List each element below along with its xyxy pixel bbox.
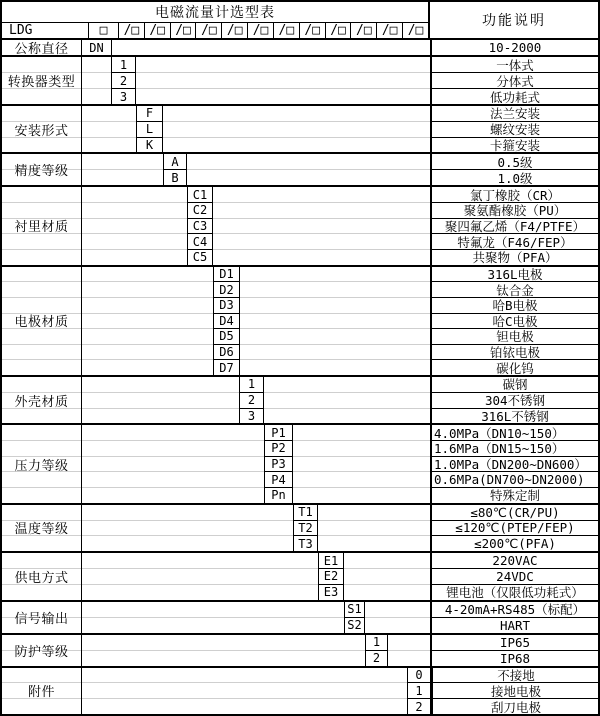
section-label: 温度等级 bbox=[14, 522, 69, 538]
spacer-left bbox=[82, 668, 407, 714]
code-column bbox=[136, 106, 163, 152]
header-left bbox=[2, 2, 428, 38]
code-cell: E1 bbox=[319, 553, 343, 569]
function-cell: HART bbox=[499, 617, 531, 633]
function-cell: 碳化钨 bbox=[496, 360, 534, 376]
code-column bbox=[407, 668, 431, 714]
function-cell: ≤80℃(CR/PU) bbox=[432, 505, 598, 521]
model-slot-4: /□ bbox=[196, 23, 222, 38]
function-cell: 4.0MPa（DN10~150） bbox=[432, 425, 598, 441]
code-column bbox=[163, 154, 187, 185]
faint-gridlines bbox=[163, 106, 430, 152]
model-slot-12: /□ bbox=[407, 23, 424, 38]
code-cell: 2 bbox=[415, 699, 423, 714]
code-column bbox=[239, 377, 264, 423]
code-cell: 3 bbox=[247, 409, 256, 423]
section-label-cell bbox=[2, 668, 82, 714]
function-cell: 聚四氟乙烯（F4/PTFE） bbox=[432, 219, 598, 235]
model-slot-1: /□ bbox=[119, 23, 145, 38]
section-label-cell bbox=[2, 57, 82, 103]
section-label: 衬里材质 bbox=[14, 220, 69, 236]
function-cell: 共聚物（PFA） bbox=[472, 250, 558, 266]
code-cell: 1 bbox=[366, 635, 387, 651]
code-cell: D3 bbox=[214, 298, 239, 314]
function-cell: 1.0MPa（DN200~DN600） bbox=[432, 457, 598, 473]
section-power-supply bbox=[2, 551, 598, 599]
spacer-left bbox=[82, 505, 293, 551]
code-cell: 2 bbox=[240, 393, 263, 409]
code-cell: 1 bbox=[112, 57, 135, 73]
page-title: 电磁流量计选型表 bbox=[2, 2, 428, 23]
section-accessories bbox=[2, 666, 598, 714]
faint-gridlines bbox=[82, 668, 407, 714]
function-cell: 铂铱电极 bbox=[432, 345, 598, 361]
code-cell: T3 bbox=[298, 536, 313, 551]
section-label: 防护等级 bbox=[14, 644, 69, 660]
faint-gridlines bbox=[82, 602, 344, 633]
table-body bbox=[2, 40, 598, 714]
model-slots bbox=[119, 23, 428, 38]
faint-gridlines bbox=[82, 154, 163, 185]
spacer-right bbox=[136, 57, 430, 103]
code-cell: C3 bbox=[188, 219, 212, 235]
code-cell: P3 bbox=[265, 457, 292, 473]
model-slot-5: /□ bbox=[222, 23, 248, 38]
function-cell: 1.6MPa（DN15~150） bbox=[432, 441, 598, 457]
code-cell: 0 bbox=[408, 668, 430, 684]
section-label-cell bbox=[2, 187, 82, 264]
function-cell: 特氟龙（F46/FEP） bbox=[432, 234, 598, 250]
function-cell: 氯丁橡胶（CR） bbox=[432, 187, 598, 203]
function-cell: 1.0级 bbox=[497, 170, 533, 186]
code-cell: D7 bbox=[219, 360, 234, 375]
function-cell: 聚氨酯橡胶（PU） bbox=[432, 203, 598, 219]
section-label: 压力等级 bbox=[14, 458, 69, 474]
function-cell: 钽电极 bbox=[432, 329, 598, 345]
spacer-left bbox=[82, 635, 365, 666]
model-slot-8: /□ bbox=[300, 23, 326, 38]
code-cell: C5 bbox=[192, 250, 208, 265]
model-slot-9: /□ bbox=[326, 23, 352, 38]
function-cell: 316L电极 bbox=[432, 267, 598, 283]
code-cell: D6 bbox=[214, 345, 239, 361]
function-cell: 接地电极 bbox=[433, 683, 599, 699]
function-column bbox=[430, 267, 598, 375]
section-label: 附件 bbox=[27, 685, 55, 701]
code-cell: DN bbox=[89, 40, 104, 55]
code-cell: D1 bbox=[214, 267, 239, 283]
faint-gridlines bbox=[293, 425, 430, 502]
code-column bbox=[344, 602, 365, 633]
function-column bbox=[430, 602, 598, 633]
code-column bbox=[318, 553, 344, 599]
function-column bbox=[430, 106, 598, 152]
faint-gridlines bbox=[213, 187, 430, 264]
function-column bbox=[430, 154, 598, 185]
function-cell: 钛合金 bbox=[432, 282, 598, 298]
code-cell: C4 bbox=[188, 234, 212, 250]
model-slot-3: /□ bbox=[171, 23, 197, 38]
code-cell: 1 bbox=[240, 377, 263, 393]
faint-gridlines bbox=[240, 267, 430, 375]
function-cell: 0.5级 bbox=[432, 154, 598, 170]
code-cell: A bbox=[164, 154, 186, 170]
code-cell: P2 bbox=[265, 441, 292, 457]
model-slot-11: /□ bbox=[377, 23, 403, 38]
table-header bbox=[2, 2, 598, 40]
section-temperature-grade bbox=[2, 503, 598, 551]
function-column bbox=[430, 40, 598, 55]
faint-gridlines bbox=[187, 154, 430, 185]
code-cell: E2 bbox=[319, 569, 343, 585]
section-label-cell bbox=[2, 635, 82, 666]
code-cell: B bbox=[171, 170, 179, 185]
section-signal-output bbox=[2, 600, 598, 633]
function-cell: ≤200℃(PFA) bbox=[474, 536, 556, 552]
code-cell: K bbox=[145, 137, 154, 152]
function-cell: 哈B电极 bbox=[432, 298, 598, 314]
code-cell: F bbox=[137, 106, 162, 122]
faint-gridlines bbox=[388, 635, 430, 666]
code-cell: T2 bbox=[294, 521, 317, 537]
spacer-right bbox=[293, 425, 430, 502]
faint-gridlines bbox=[82, 187, 187, 264]
function-cell: 220VAC bbox=[432, 553, 598, 569]
code-cell: P1 bbox=[265, 425, 292, 441]
section-liner-material bbox=[2, 185, 598, 264]
section-label: 外壳材质 bbox=[14, 394, 69, 410]
spacer-right bbox=[163, 106, 430, 152]
function-cell: 10-2000 bbox=[488, 40, 542, 56]
section-label: 公称直径 bbox=[14, 42, 69, 58]
spacer-left bbox=[82, 106, 136, 152]
function-cell: 法兰安装 bbox=[432, 106, 598, 122]
function-column bbox=[430, 425, 598, 502]
faint-gridlines bbox=[112, 40, 430, 55]
function-cell: 刮刀电极 bbox=[490, 699, 541, 715]
spacer-right bbox=[264, 377, 430, 423]
spacer-left bbox=[82, 154, 163, 185]
spacer-left bbox=[82, 553, 318, 599]
faint-gridlines bbox=[344, 553, 430, 599]
model-slot-7: /□ bbox=[274, 23, 300, 38]
spacer-left bbox=[82, 57, 111, 103]
spacer-right bbox=[388, 635, 430, 666]
function-column bbox=[430, 505, 598, 551]
faint-gridlines bbox=[82, 635, 365, 666]
function-cell: 0.6MPa(DN700~DN2000) bbox=[432, 472, 598, 488]
spacer-left bbox=[82, 187, 187, 264]
code-cell: 2 bbox=[372, 651, 381, 666]
code-cell: P4 bbox=[265, 472, 292, 488]
section-label-cell bbox=[2, 553, 82, 599]
function-column bbox=[430, 377, 598, 423]
faint-gridlines bbox=[82, 505, 293, 551]
function-cell: 特殊定制 bbox=[489, 488, 540, 504]
spacer-right bbox=[240, 267, 430, 375]
spacer-right bbox=[344, 553, 430, 599]
section-label-cell bbox=[2, 425, 82, 502]
spacer-right bbox=[213, 187, 430, 264]
code-cell: 2 bbox=[112, 73, 135, 89]
section-label: 转换器类型 bbox=[7, 75, 76, 91]
section-label-cell bbox=[2, 505, 82, 551]
function-cell: 哈C电极 bbox=[432, 314, 598, 330]
spacer-right bbox=[112, 40, 430, 55]
model-slot-6: /□ bbox=[248, 23, 274, 38]
spacer-left bbox=[82, 602, 344, 633]
section-label: 精度等级 bbox=[14, 164, 69, 180]
section-electrode-material bbox=[2, 265, 598, 375]
section-label: 供电方式 bbox=[14, 570, 69, 586]
function-column bbox=[430, 57, 598, 103]
function-cell: 分体式 bbox=[432, 73, 598, 89]
faint-gridlines bbox=[365, 602, 430, 633]
function-cell: 卡箍安装 bbox=[489, 137, 540, 153]
faint-gridlines bbox=[82, 377, 239, 423]
code-cell: C2 bbox=[188, 203, 212, 219]
faint-gridlines bbox=[318, 505, 430, 551]
code-cell: D2 bbox=[214, 282, 239, 298]
model-slot-2: /□ bbox=[145, 23, 171, 38]
function-cell: ≤120℃(PTEP/FEP) bbox=[432, 521, 598, 537]
section-label: 信号输出 bbox=[14, 611, 69, 627]
faint-gridlines bbox=[136, 57, 430, 103]
section-label-cell bbox=[2, 106, 82, 152]
section-label-cell bbox=[2, 377, 82, 423]
function-column bbox=[430, 187, 598, 264]
function-cell: 316L不锈钢 bbox=[481, 409, 549, 424]
function-cell: 4-20mA+RS485（标配） bbox=[432, 602, 598, 618]
section-converter-type bbox=[2, 55, 598, 103]
function-cell: IP65 bbox=[432, 635, 598, 651]
code-column bbox=[187, 187, 213, 264]
section-label-cell bbox=[2, 602, 82, 633]
faint-gridlines bbox=[82, 553, 318, 599]
model-slot-10: /□ bbox=[351, 23, 377, 38]
section-label-cell bbox=[2, 267, 82, 375]
section-accuracy-grade bbox=[2, 152, 598, 185]
section-pressure-grade bbox=[2, 423, 598, 502]
spacer-left bbox=[82, 267, 213, 375]
section-label: 安装形式 bbox=[14, 123, 69, 139]
code-column bbox=[82, 40, 112, 55]
faint-gridlines bbox=[82, 106, 136, 152]
section-label: 电极材质 bbox=[14, 315, 69, 331]
code-cell: L bbox=[137, 122, 162, 138]
code-cell: S2 bbox=[347, 618, 362, 633]
function-cell: IP68 bbox=[499, 650, 531, 666]
function-cell: 不接地 bbox=[433, 668, 599, 684]
function-column bbox=[430, 635, 598, 666]
function-cell: 螺纹安装 bbox=[432, 122, 598, 138]
spacer-left bbox=[82, 377, 239, 423]
faint-gridlines bbox=[82, 267, 213, 375]
section-protection-grade bbox=[2, 633, 598, 666]
spacer-right bbox=[365, 602, 430, 633]
code-column bbox=[111, 57, 136, 103]
section-label-cell bbox=[2, 40, 82, 58]
spacer-right bbox=[187, 154, 430, 185]
section-installation-form bbox=[2, 104, 598, 152]
code-cell: C1 bbox=[188, 187, 212, 203]
code-cell: Pn bbox=[271, 488, 286, 503]
model-code-row bbox=[2, 23, 428, 38]
function-cell: 一体式 bbox=[432, 57, 598, 73]
model-prefix: LDG bbox=[2, 23, 89, 38]
code-cell: E3 bbox=[323, 585, 339, 600]
section-label-cell bbox=[2, 154, 82, 185]
function-cell: 24VDC bbox=[432, 569, 598, 585]
faint-gridlines bbox=[82, 425, 264, 502]
section-housing-material bbox=[2, 375, 598, 423]
function-cell: 锂电池（仅限低功耗式） bbox=[446, 585, 584, 601]
code-column bbox=[264, 425, 293, 502]
section-nominal-diameter bbox=[2, 40, 598, 58]
code-cell: T1 bbox=[294, 505, 317, 521]
function-column-header: 功能说明 bbox=[428, 2, 598, 38]
function-cell: 碳钢 bbox=[432, 377, 598, 393]
function-cell: 低功耗式 bbox=[489, 89, 540, 105]
code-column bbox=[365, 635, 388, 666]
code-cell: S1 bbox=[345, 602, 364, 618]
faint-gridlines bbox=[82, 57, 111, 103]
faint-gridlines bbox=[264, 377, 430, 423]
spacer-right bbox=[318, 505, 430, 551]
code-cell: 3 bbox=[119, 89, 128, 104]
code-column bbox=[293, 505, 318, 551]
spacer-left bbox=[82, 425, 264, 502]
function-column bbox=[431, 668, 599, 714]
code-cell: D5 bbox=[214, 329, 239, 345]
code-cell: D4 bbox=[214, 314, 239, 330]
code-cell: 1 bbox=[408, 683, 430, 699]
code-column bbox=[213, 267, 240, 375]
function-column bbox=[430, 553, 598, 599]
function-cell: 304不锈钢 bbox=[432, 393, 598, 409]
model-base-box: □ bbox=[89, 23, 119, 38]
